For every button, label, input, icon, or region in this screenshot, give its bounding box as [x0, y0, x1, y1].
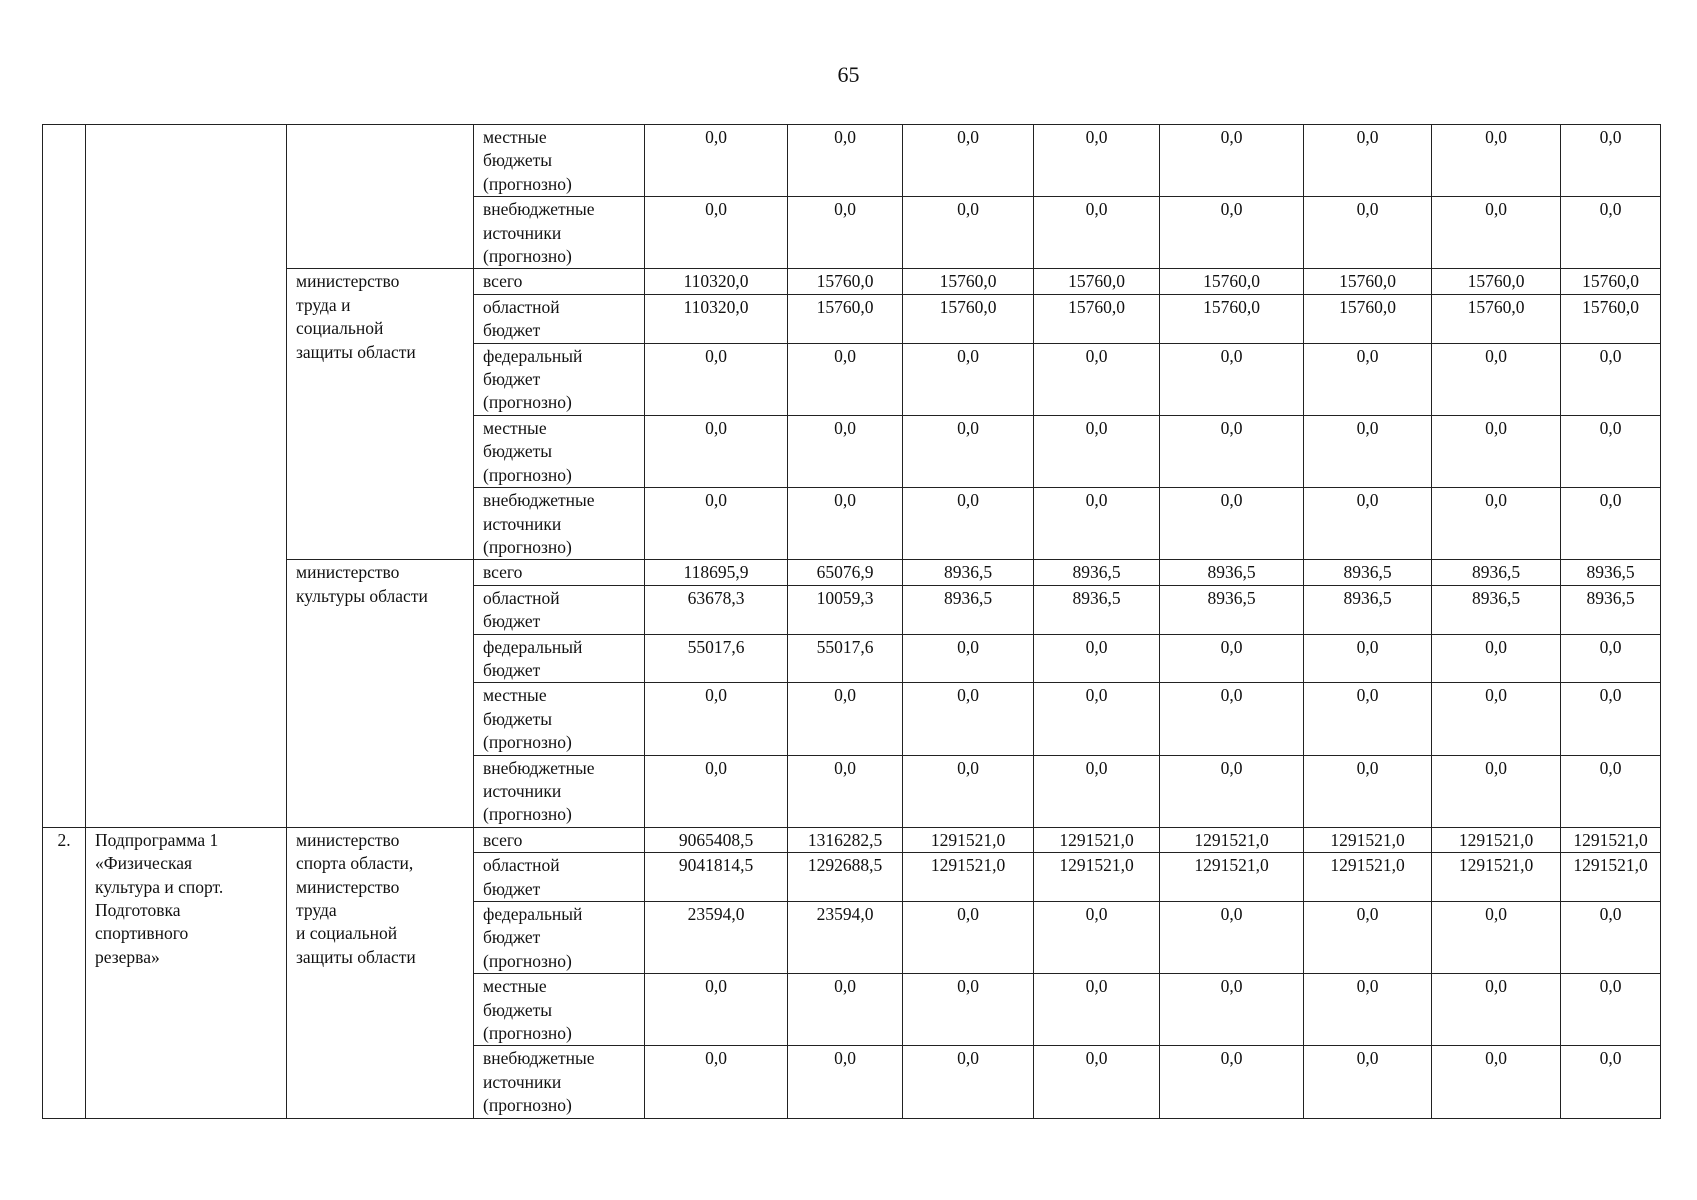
value-cell: 15760,0 [1034, 294, 1160, 343]
value-cell: 0,0 [1432, 1046, 1561, 1118]
value-cell: 0,0 [1304, 683, 1432, 755]
value-cell: 63678,3 [645, 585, 788, 634]
table-body [43, 125, 1661, 1119]
funding-source-cell: всего [474, 560, 645, 585]
funding-source-cell: местные бюджеты (прогнозно) [474, 125, 645, 197]
funding-source-cell: областной бюджет [474, 585, 645, 634]
value-cell: 9041814,5 [645, 853, 788, 902]
value-cell: 0,0 [903, 755, 1034, 827]
value-cell: 110320,0 [645, 269, 788, 294]
value-cell: 0,0 [1034, 902, 1160, 974]
value-cell: 0,0 [1561, 488, 1661, 560]
value-cell: 0,0 [1432, 415, 1561, 487]
value-cell: 1291521,0 [1432, 853, 1561, 902]
value-cell: 0,0 [1432, 755, 1561, 827]
value-cell: 0,0 [1561, 197, 1661, 269]
program-name-cell: Подпрограмма 1 «Физическая культура и спорт. Подготовка спортивного резерва» [86, 827, 287, 1118]
value-cell: 0,0 [645, 125, 788, 197]
value-cell: 0,0 [1432, 902, 1561, 974]
value-cell: 0,0 [1034, 197, 1160, 269]
value-cell: 0,0 [1432, 974, 1561, 1046]
table-row [43, 827, 1661, 852]
value-cell: 0,0 [1034, 415, 1160, 487]
value-cell: 0,0 [1160, 902, 1304, 974]
value-cell: 0,0 [1160, 683, 1304, 755]
executor-cell: министерство труда и социальной защиты области [287, 269, 474, 560]
value-cell: 1291521,0 [1034, 853, 1160, 902]
value-cell: 0,0 [1160, 755, 1304, 827]
value-cell: 0,0 [903, 343, 1034, 415]
value-cell: 0,0 [1160, 634, 1304, 683]
value-cell: 0,0 [645, 343, 788, 415]
value-cell: 0,0 [1561, 343, 1661, 415]
funding-source-cell: всего [474, 269, 645, 294]
value-cell: 0,0 [1034, 974, 1160, 1046]
funding-source-cell: местные бюджеты (прогнозно) [474, 683, 645, 755]
value-cell: 0,0 [1304, 755, 1432, 827]
value-cell: 8936,5 [1561, 560, 1661, 585]
value-cell: 0,0 [1304, 974, 1432, 1046]
value-cell: 8936,5 [1561, 585, 1661, 634]
value-cell: 15760,0 [1432, 269, 1561, 294]
value-cell: 1292688,5 [788, 853, 903, 902]
value-cell: 0,0 [645, 1046, 788, 1118]
value-cell: 0,0 [788, 415, 903, 487]
value-cell: 0,0 [903, 1046, 1034, 1118]
funding-source-cell: областной бюджет [474, 294, 645, 343]
executor-cell: министерство спорта области, министерство труда и социальной защиты области [287, 827, 474, 1118]
value-cell: 0,0 [788, 755, 903, 827]
funding-source-cell: федеральный бюджет (прогнозно) [474, 343, 645, 415]
value-cell: 15760,0 [903, 269, 1034, 294]
value-cell: 1291521,0 [903, 853, 1034, 902]
value-cell: 1291521,0 [903, 827, 1034, 852]
value-cell: 0,0 [1160, 974, 1304, 1046]
value-cell: 0,0 [1160, 415, 1304, 487]
value-cell: 0,0 [1561, 683, 1661, 755]
value-cell: 1291521,0 [1304, 853, 1432, 902]
value-cell: 0,0 [1034, 1046, 1160, 1118]
value-cell: 1291521,0 [1034, 827, 1160, 852]
page-number: 65 [837, 62, 860, 87]
value-cell: 0,0 [1034, 683, 1160, 755]
value-cell: 15760,0 [1304, 269, 1432, 294]
executor-cell: министерство культуры области [287, 560, 474, 827]
funding-source-cell: внебюджетные источники (прогнозно) [474, 1046, 645, 1118]
value-cell: 0,0 [903, 974, 1034, 1046]
value-cell: 0,0 [1561, 125, 1661, 197]
value-cell: 0,0 [903, 902, 1034, 974]
value-cell: 23594,0 [645, 902, 788, 974]
value-cell: 15760,0 [788, 269, 903, 294]
value-cell: 0,0 [1160, 488, 1304, 560]
value-cell: 0,0 [1304, 343, 1432, 415]
funding-source-cell: федеральный бюджет (прогнозно) [474, 902, 645, 974]
funding-source-cell: внебюджетные источники (прогнозно) [474, 197, 645, 269]
value-cell: 0,0 [788, 1046, 903, 1118]
funding-source-cell: внебюджетные источники (прогнозно) [474, 755, 645, 827]
value-cell: 55017,6 [788, 634, 903, 683]
value-cell: 1291521,0 [1561, 827, 1661, 852]
value-cell: 0,0 [645, 415, 788, 487]
value-cell: 0,0 [1304, 125, 1432, 197]
value-cell: 8936,5 [903, 585, 1034, 634]
value-cell: 8936,5 [1034, 560, 1160, 585]
value-cell: 0,0 [1432, 197, 1561, 269]
funding-source-cell: местные бюджеты (прогнозно) [474, 415, 645, 487]
value-cell: 0,0 [1034, 343, 1160, 415]
value-cell: 15760,0 [1432, 294, 1561, 343]
value-cell: 0,0 [1432, 634, 1561, 683]
value-cell: 0,0 [1304, 902, 1432, 974]
value-cell: 0,0 [788, 125, 903, 197]
value-cell: 1291521,0 [1304, 827, 1432, 852]
value-cell: 1291521,0 [1160, 827, 1304, 852]
value-cell: 0,0 [788, 197, 903, 269]
value-cell: 9065408,5 [645, 827, 788, 852]
value-cell: 0,0 [1561, 415, 1661, 487]
value-cell: 15760,0 [1160, 294, 1304, 343]
funding-source-cell: местные бюджеты (прогнозно) [474, 974, 645, 1046]
value-cell: 0,0 [645, 755, 788, 827]
value-cell: 15760,0 [903, 294, 1034, 343]
row-number-cell: 2. [43, 827, 86, 1118]
value-cell: 0,0 [1034, 755, 1160, 827]
value-cell: 0,0 [645, 974, 788, 1046]
executor-cell [287, 125, 474, 269]
value-cell: 0,0 [1034, 125, 1160, 197]
value-cell: 1291521,0 [1432, 827, 1561, 852]
value-cell: 15760,0 [1304, 294, 1432, 343]
value-cell: 0,0 [903, 415, 1034, 487]
value-cell: 10059,3 [788, 585, 903, 634]
value-cell: 8936,5 [903, 560, 1034, 585]
value-cell: 0,0 [788, 343, 903, 415]
value-cell: 0,0 [1561, 974, 1661, 1046]
value-cell: 0,0 [903, 683, 1034, 755]
budget-table [42, 124, 1661, 1119]
value-cell: 8936,5 [1432, 585, 1561, 634]
value-cell: 0,0 [1304, 1046, 1432, 1118]
value-cell: 0,0 [1160, 343, 1304, 415]
value-cell: 0,0 [788, 683, 903, 755]
value-cell: 8936,5 [1304, 585, 1432, 634]
value-cell: 0,0 [1561, 1046, 1661, 1118]
value-cell: 0,0 [788, 974, 903, 1046]
value-cell: 0,0 [788, 488, 903, 560]
value-cell: 0,0 [645, 683, 788, 755]
funding-source-cell: всего [474, 827, 645, 852]
value-cell: 0,0 [1034, 488, 1160, 560]
value-cell: 0,0 [1304, 197, 1432, 269]
value-cell: 0,0 [1304, 488, 1432, 560]
value-cell: 15760,0 [1561, 269, 1661, 294]
row-number-cell [43, 125, 86, 828]
value-cell: 55017,6 [645, 634, 788, 683]
value-cell: 0,0 [1304, 634, 1432, 683]
value-cell: 15760,0 [1160, 269, 1304, 294]
value-cell: 0,0 [903, 197, 1034, 269]
funding-source-cell: внебюджетные источники (прогнозно) [474, 488, 645, 560]
value-cell: 8936,5 [1160, 585, 1304, 634]
table-row [43, 125, 1661, 197]
value-cell: 0,0 [1160, 125, 1304, 197]
value-cell: 65076,9 [788, 560, 903, 585]
value-cell: 0,0 [1034, 634, 1160, 683]
value-cell: 0,0 [1432, 343, 1561, 415]
value-cell: 15760,0 [1561, 294, 1661, 343]
value-cell: 0,0 [1160, 1046, 1304, 1118]
value-cell: 8936,5 [1160, 560, 1304, 585]
value-cell: 118695,9 [645, 560, 788, 585]
value-cell: 8936,5 [1034, 585, 1160, 634]
value-cell: 8936,5 [1432, 560, 1561, 585]
value-cell: 0,0 [1561, 902, 1661, 974]
value-cell: 0,0 [1432, 125, 1561, 197]
value-cell: 8936,5 [1304, 560, 1432, 585]
value-cell: 1316282,5 [788, 827, 903, 852]
funding-source-cell: областной бюджет [474, 853, 645, 902]
value-cell: 15760,0 [788, 294, 903, 343]
value-cell: 23594,0 [788, 902, 903, 974]
value-cell: 0,0 [903, 125, 1034, 197]
value-cell: 0,0 [903, 488, 1034, 560]
value-cell: 1291521,0 [1160, 853, 1304, 902]
value-cell: 0,0 [1160, 197, 1304, 269]
value-cell: 0,0 [645, 488, 788, 560]
value-cell: 0,0 [1432, 683, 1561, 755]
value-cell: 110320,0 [645, 294, 788, 343]
value-cell: 0,0 [1304, 415, 1432, 487]
value-cell: 0,0 [1561, 634, 1661, 683]
value-cell: 0,0 [903, 634, 1034, 683]
value-cell: 0,0 [1561, 755, 1661, 827]
funding-source-cell: федеральный бюджет [474, 634, 645, 683]
value-cell: 0,0 [1432, 488, 1561, 560]
value-cell: 0,0 [645, 197, 788, 269]
value-cell: 15760,0 [1034, 269, 1160, 294]
value-cell: 1291521,0 [1561, 853, 1661, 902]
program-name-cell [86, 125, 287, 828]
